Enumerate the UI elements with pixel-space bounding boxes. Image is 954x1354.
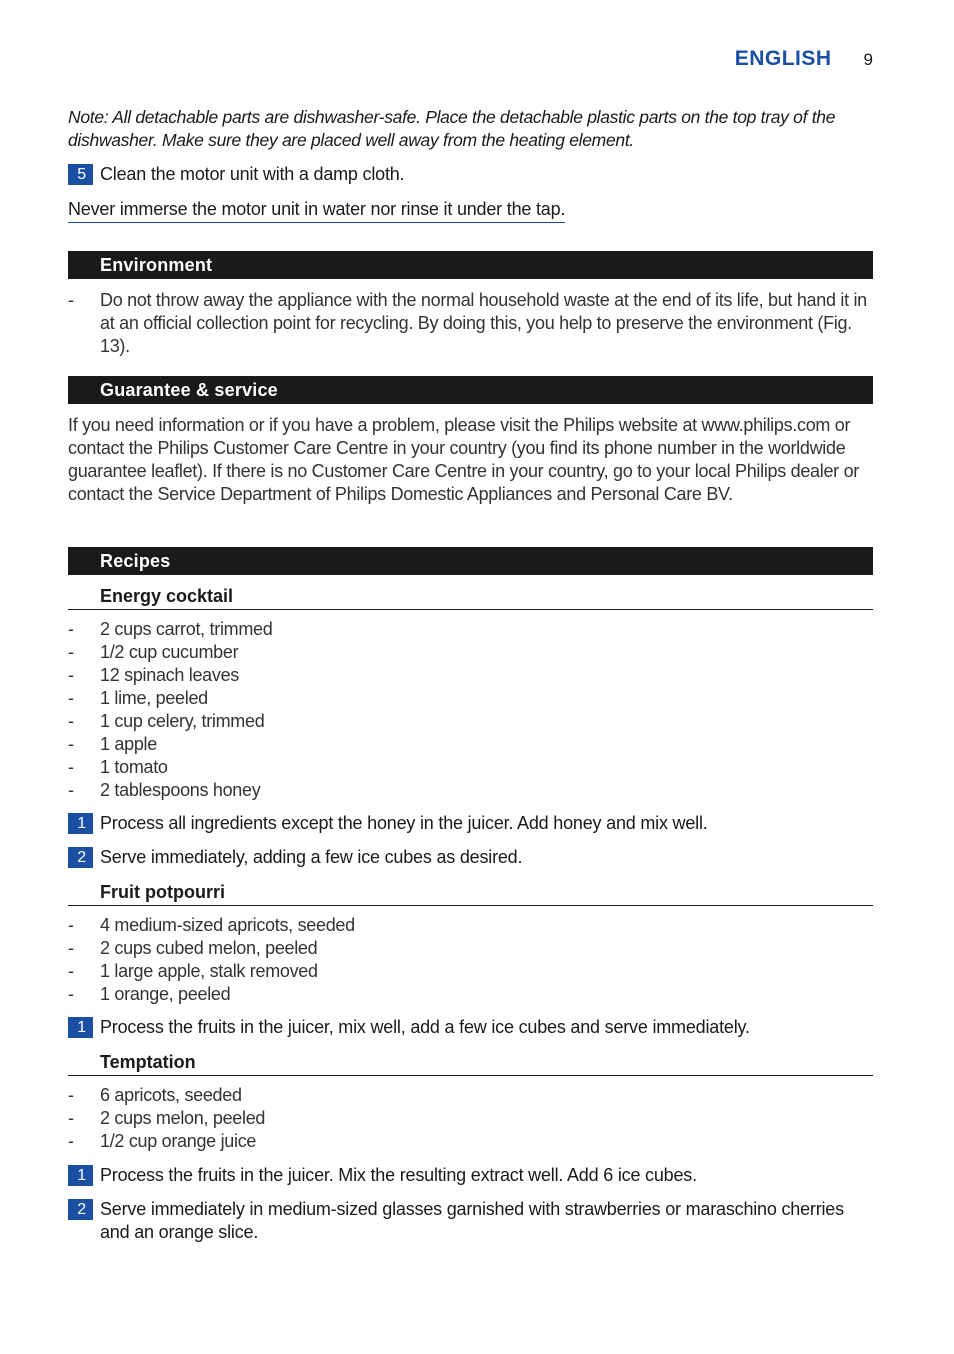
ingredient: 1 lime, peeled — [100, 688, 208, 708]
dash-marker: - — [68, 665, 74, 685]
dash-marker: - — [68, 938, 74, 958]
dash-marker: - — [68, 734, 74, 754]
step-number: 2 — [68, 847, 93, 868]
warning-text: Never immerse the motor unit in water nor rinse it under the tap. — [68, 198, 565, 223]
dash-marker: - — [68, 780, 74, 800]
ingredient: 1 orange, peeled — [100, 984, 231, 1004]
list-item — [68, 1130, 873, 1153]
list-item — [68, 937, 873, 960]
warning-block — [68, 198, 873, 223]
step-text: Serve immediately in medium-sized glasses garnished with strawberries or maraschino cherries and an orange slice. — [100, 1199, 844, 1242]
recipe-title-energy-cocktail: Energy cocktail — [68, 584, 873, 610]
list-item-text: Do not throw away the appliance with the normal household waste at the end of its life, but hand it in at an official collection point for recycling. By doing this, you help to preserve the environment (Fig. 13). — [100, 290, 867, 356]
step-text: Process all ingredients except the honey in the juicer. Add honey and mix well. — [100, 813, 708, 833]
dash-marker: - — [68, 757, 74, 777]
list-item — [68, 756, 873, 779]
fruit-ingredient-list — [68, 914, 873, 1006]
environment-list — [68, 289, 873, 358]
ingredient: 12 spinach leaves — [100, 665, 239, 685]
step-number: 2 — [68, 1199, 93, 1220]
section-header-environment: Environment — [68, 251, 873, 279]
section-header-recipes: Recipes — [68, 547, 873, 575]
ingredient: 1 apple — [100, 734, 157, 754]
list-item — [68, 289, 873, 358]
list-item — [68, 664, 873, 687]
fruit-step-1 — [68, 1016, 873, 1039]
temptation-ingredient-list — [68, 1084, 873, 1153]
ingredient: 1 cup celery, trimmed — [100, 711, 265, 731]
ingredient: 2 tablespoons honey — [100, 780, 261, 800]
ingredient: 1 tomato — [100, 757, 168, 777]
list-item — [68, 687, 873, 710]
list-item — [68, 710, 873, 733]
step-text: Process the fruits in the juicer, mix well, add a few ice cubes and serve immediately. — [100, 1017, 750, 1037]
step-number: 1 — [68, 1017, 93, 1038]
language-label: ENGLISH — [734, 47, 832, 70]
step-number: 1 — [68, 1165, 93, 1186]
ingredient: 2 cups melon, peeled — [100, 1108, 266, 1128]
ingredient: 1/2 cup cucumber — [100, 642, 239, 662]
dash-marker: - — [68, 711, 74, 731]
recipe-title-temptation: Temptation — [68, 1050, 873, 1076]
dash-marker: - — [68, 1085, 74, 1105]
step-text: Clean the motor unit with a damp cloth. — [100, 164, 405, 184]
dash-marker: - — [68, 642, 74, 662]
step-number: 1 — [68, 813, 93, 834]
ingredient: 1 large apple, stalk removed — [100, 961, 318, 981]
list-item — [68, 1084, 873, 1107]
ingredient: 4 medium-sized apricots, seeded — [100, 915, 355, 935]
dash-marker: - — [68, 1108, 74, 1128]
list-item — [68, 914, 873, 937]
step-text: Serve immediately, adding a few ice cubes as desired. — [100, 847, 523, 867]
list-item — [68, 1107, 873, 1130]
list-item — [68, 733, 873, 756]
dash-marker: - — [68, 915, 74, 935]
dash-marker: - — [68, 1131, 74, 1151]
ingredient: 2 cups cubed melon, peeled — [100, 938, 318, 958]
dishwasher-note: Note: All detachable parts are dishwasher-safe. Place the detachable plastic parts on the top tray of the dishwasher. Make sure they are placed well away from the heating element. — [68, 107, 836, 150]
step-text: Process the fruits in the juicer. Mix the resulting extract well. Add 6 ice cubes. — [100, 1165, 697, 1185]
list-item — [68, 618, 873, 641]
energy-ingredient-list — [68, 618, 873, 802]
dash-marker: - — [68, 290, 74, 310]
section-header-guarantee: Guarantee & service — [68, 376, 873, 404]
recipe-title-fruit-potpourri: Fruit potpourri — [68, 880, 873, 906]
energy-step-1 — [68, 812, 873, 835]
page-header — [735, 47, 873, 71]
temptation-step-1 — [68, 1164, 873, 1187]
temptation-step-2 — [68, 1198, 873, 1244]
energy-step-2 — [68, 846, 873, 869]
clean-step — [68, 163, 873, 186]
list-item — [68, 983, 873, 1006]
list-item — [68, 779, 873, 802]
dash-marker: - — [68, 688, 74, 708]
list-item — [68, 960, 873, 983]
ingredient: 1/2 cup orange juice — [100, 1131, 257, 1151]
list-item — [68, 641, 873, 664]
page-number: 9 — [863, 50, 873, 69]
guarantee-text: If you need information or if you have a problem, please visit the Philips website at www.philips.com or contact the Philips Customer Care Centre in your country (you find its phone number in the worldwide guarantee leaflet). If there is no Customer Care Centre in your country, go to your local Philips dealer or contact the Service Department of Philips Domestic Appliances and Personal Care BV. — [68, 415, 859, 504]
dash-marker: - — [68, 961, 74, 981]
dash-marker: - — [68, 984, 74, 1004]
step-number: 5 — [68, 164, 93, 185]
ingredient: 6 apricots, seeded — [100, 1085, 242, 1105]
dash-marker: - — [68, 619, 74, 639]
ingredient: 2 cups carrot, trimmed — [100, 619, 273, 639]
